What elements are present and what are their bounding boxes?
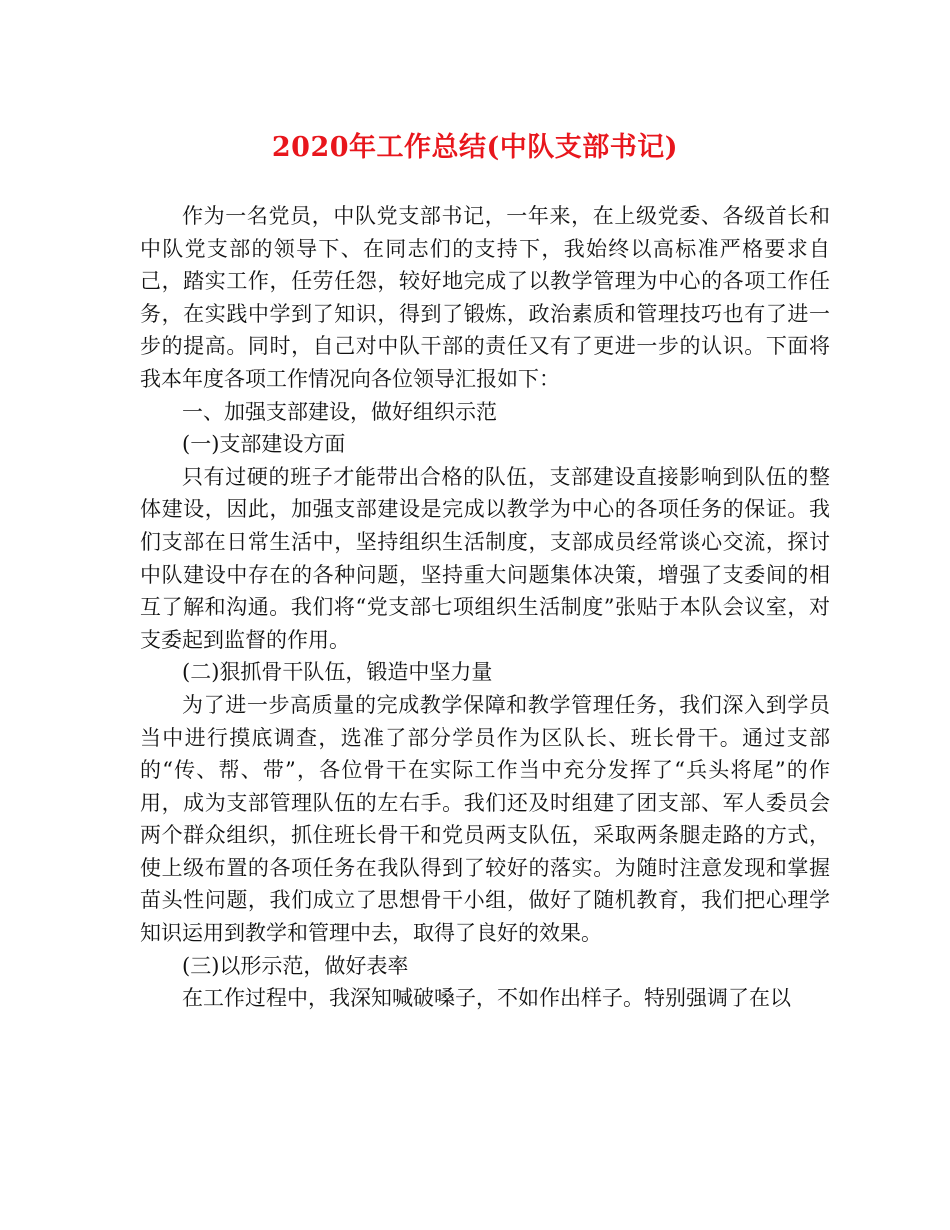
- paragraph-branch-building: 只有过硬的班子才能带出合格的队伍，支部建设直接影响到队伍的整体建设，因此，加强支部建设是完成以教学为中心的各项任务的保证。我们支部在日常生活中，坚持组织生活制度，支部成员经常谈心交流，探讨中队建设中存在的各种问题，坚持重大问题集体决策，增强了支委间的相互了解和沟通。我们将“党支部七项组织生活制度”张贴于本队会议室，对支委起到监督的作用。: [140, 464, 830, 652]
- subsection-heading-2: (二)狠抓骨干队伍，锻造中坚力量: [182, 660, 493, 685]
- paragraph-lead-by-example: 在工作过程中，我深知喊破嗓子，不如作出样子。特别强调了在以: [182, 986, 791, 1011]
- paragraph-backbone-team: 为了进一步高质量的完成教学保障和教学管理任务，我们深入到学员当中进行摸底调查，选准了部分学员作为区队长、班长骨干。通过支部的“传、帮、带”，各位骨干在实际工作当中充分发挥了“兵头将尾”的作用，成为支部管理队伍的左右手。我们还及时组建了团支部、军人委员会两个群众组织，抓住班长骨干和党员两支队伍，采取两条腿走路的方式，使上级布置的各项任务在我队得到了较好的落实。为随时注意发现和掌握苗头性问题，我们成立了思想骨干小组，做好了随机教育，我们把心理学知识运用到教学和管理中去，取得了良好的效果。: [140, 692, 830, 946]
- paragraph-intro: 作为一名党员，中队党支部书记，一年来，在上级党委、各级首长和中队党支部的领导下、在同志们的支持下，我始终以高标准严格要求自己，踏实工作，任劳任怨，较好地完成了以教学管理为中心的各项工作任务，在实践中学到了知识，得到了锻炼，政治素质和管理技巧也有了进一步的提高。同时，自己对中队干部的责任又有了更进一步的认识。下面将我本年度各项工作情况向各位领导汇报如下：: [140, 204, 830, 391]
- subsection-heading-3: (三)以形示范，做好表率: [182, 953, 409, 978]
- section-heading-1: 一、加强支部建设，做好组织示范: [182, 399, 497, 424]
- subsection-heading-1: (一)支部建设方面: [182, 432, 346, 457]
- document-body: [140, 200, 830, 1015]
- document-title: 2020年工作总结(中队支部书记): [271, 132, 679, 163]
